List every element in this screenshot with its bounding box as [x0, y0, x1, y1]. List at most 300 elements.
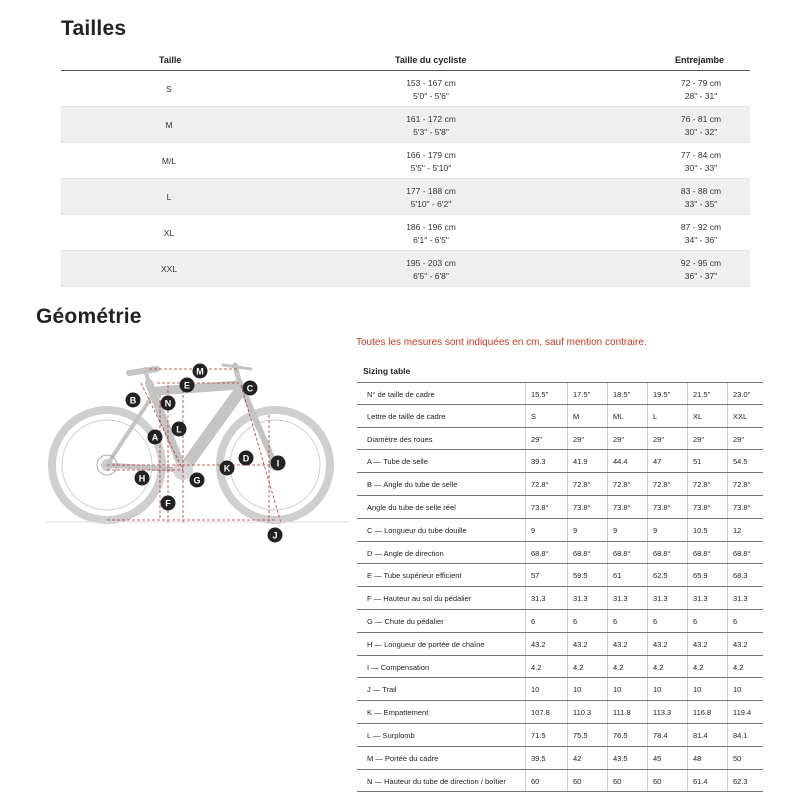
marker-l-label: L — [176, 424, 182, 435]
sizing-value-cell: 61.4 — [693, 776, 708, 786]
sizing-row-label: Diamètre des roues — [367, 434, 433, 444]
rider-height-cm: 166 - 179 cm — [406, 150, 456, 160]
marker-k-label: K — [223, 463, 231, 474]
rider-height-in: 5'3" - 5'8" — [413, 127, 449, 137]
rider-height-cell — [391, 77, 471, 103]
sizing-value-cell: 43.2 — [531, 639, 546, 649]
sizing-value-cell: 31.3 — [531, 594, 546, 604]
sizing-value-cell: 119.4 — [733, 708, 752, 718]
column-separator — [525, 519, 526, 541]
column-separator — [727, 383, 728, 404]
sizing-row — [357, 496, 763, 519]
bike-geometry-diagram — [45, 355, 350, 545]
column-separator — [607, 724, 608, 746]
sizing-row-label: F — Hauteur au sol du pédalier — [367, 594, 472, 604]
marker-j-label: J — [272, 530, 278, 541]
sizing-row — [357, 724, 763, 747]
sizing-value-cell: 4.2 — [613, 662, 624, 672]
column-separator — [567, 450, 568, 472]
column-separator — [607, 405, 608, 427]
sizing-value-cell: 68.3 — [733, 571, 748, 581]
sizing-row — [357, 701, 763, 724]
column-separator — [687, 747, 688, 769]
column-separator — [687, 770, 688, 792]
sizing-value-cell: 10 — [573, 685, 582, 695]
column-separator — [567, 428, 568, 450]
sizing-value-cell: XL — [693, 411, 703, 421]
sizing-value-cell: 29" — [613, 434, 625, 444]
column-separator — [727, 450, 728, 472]
column-separator — [687, 724, 688, 746]
inseam-cell — [669, 257, 733, 283]
column-separator — [525, 587, 526, 609]
sizing-value-cell: 48 — [693, 753, 702, 763]
inseam-in: 34" - 36" — [684, 235, 718, 245]
column-separator — [607, 656, 608, 678]
sizing-value-cell: M — [573, 411, 580, 421]
marker-b-label: B — [129, 395, 137, 406]
column-separator — [727, 564, 728, 586]
size-cell: M/L — [161, 156, 177, 166]
column-separator — [687, 450, 688, 472]
size-cell: L — [166, 192, 172, 202]
sizing-value-cell: 61 — [613, 571, 622, 581]
sizing-value-cell: 60 — [573, 776, 582, 786]
column-separator — [687, 496, 688, 518]
sizing-value-cell: 62.3 — [733, 776, 748, 786]
column-separator — [607, 701, 608, 723]
column-separator — [687, 587, 688, 609]
sizing-value-cell: 21.5" — [693, 390, 711, 399]
sizing-value-cell: 107.8 — [531, 708, 550, 718]
column-separator — [525, 564, 526, 586]
column-separator — [567, 633, 568, 655]
column-separator — [607, 587, 608, 609]
sizing-value-cell: 43.5 — [613, 753, 628, 763]
sizing-value-cell: 68.8° — [531, 548, 549, 558]
marker-n-label: N — [164, 398, 172, 409]
column-separator — [525, 747, 526, 769]
sizing-value-cell: S — [531, 411, 537, 421]
sizing-value-cell: 43.2 — [733, 639, 748, 649]
sizing-value-cell: 68.8° — [693, 548, 711, 558]
column-separator — [647, 633, 648, 655]
column-separator — [525, 610, 526, 632]
units-note: Toutes les mesures sont indiquées en cm, sauf mention contraire. — [356, 337, 647, 348]
sizing-row-label: E — Tube supérieur efficient — [367, 571, 462, 581]
column-separator — [687, 656, 688, 678]
sizes-row — [61, 107, 750, 143]
sizing-value-cell: 60 — [653, 776, 662, 786]
sizing-value-cell: 31.3 — [613, 594, 628, 604]
sizing-value-cell: 68.8° — [653, 548, 671, 558]
size-cell: M — [165, 120, 173, 130]
inseam-cell — [669, 221, 733, 247]
column-separator — [727, 519, 728, 541]
sizing-value-cell: 42 — [573, 753, 582, 763]
sizing-value-cell: 4.2 — [573, 662, 584, 672]
sizing-value-cell: 75.5 — [573, 730, 588, 740]
column-separator — [567, 724, 568, 746]
column-separator — [647, 473, 648, 495]
sizing-row — [357, 428, 763, 451]
sizing-value-cell: 44.4 — [613, 457, 628, 467]
sizing-value-cell: 65.9 — [693, 571, 708, 581]
sizing-value-cell: 15.5" — [531, 390, 549, 399]
geometry-heading: Géométrie — [36, 305, 142, 328]
sizing-value-cell: 10 — [733, 685, 742, 695]
column-separator — [687, 542, 688, 564]
column-separator — [607, 610, 608, 632]
column-separator — [647, 564, 648, 586]
sizing-value-cell: 111.8 — [613, 708, 631, 718]
column-separator — [647, 724, 648, 746]
column-separator — [525, 724, 526, 746]
column-separator — [687, 701, 688, 723]
sizing-row-label: N° de taille de cadre — [367, 390, 435, 399]
sizing-value-cell: 17.5" — [573, 390, 591, 399]
rider-height-in: 5'5" - 5'10" — [410, 163, 452, 173]
rider-height-cell — [391, 185, 471, 211]
sizing-row-label: J — Trail — [367, 685, 397, 695]
inseam-in: 30" - 33" — [684, 163, 718, 173]
sizing-value-cell: 9 — [613, 525, 618, 535]
marker-g-label: G — [193, 475, 201, 486]
sizing-value-cell: 10 — [531, 685, 540, 695]
sizing-value-cell: 54.5 — [733, 457, 748, 467]
sizing-value-cell: 57 — [531, 571, 540, 581]
sizing-table — [357, 360, 763, 792]
column-separator — [687, 678, 688, 700]
sizes-row — [61, 251, 750, 287]
rider-height-in: 6'1" - 6'5" — [413, 235, 449, 245]
sizing-value-cell: 60 — [531, 776, 540, 786]
sizing-value-cell: 10 — [613, 685, 622, 695]
column-separator — [567, 610, 568, 632]
column-separator — [687, 519, 688, 541]
column-separator — [567, 405, 568, 427]
sizing-row-label: C — Longueur du tube douille — [367, 525, 467, 535]
rider-height-cm: 153 - 167 cm — [406, 78, 456, 88]
column-separator — [687, 383, 688, 404]
inseam-cm: 72 - 79 cm — [680, 78, 722, 88]
sizing-row — [357, 473, 763, 496]
sizing-row-label: N — Hauteur du tube de direction / boîtier — [367, 776, 506, 786]
column-separator — [607, 383, 608, 404]
sizing-row — [357, 542, 763, 565]
sizing-value-cell: 29" — [573, 434, 585, 444]
column-separator — [567, 701, 568, 723]
column-separator — [525, 542, 526, 564]
inseam-cm: 76 - 81 cm — [680, 114, 722, 124]
sizing-value-cell: L — [653, 411, 658, 421]
sizing-value-cell: 50 — [733, 753, 742, 763]
rider-height-cm: 161 - 172 cm — [406, 114, 456, 124]
column-separator — [727, 678, 728, 700]
column-separator — [525, 428, 526, 450]
column-separator — [567, 519, 568, 541]
column-separator — [607, 428, 608, 450]
sizes-heading: Tailles — [61, 17, 127, 40]
sizing-row — [357, 450, 763, 473]
sizing-value-cell: 68.8° — [573, 548, 591, 558]
sizing-row — [357, 519, 763, 542]
rider-height-in: 6'5" - 6'8" — [413, 271, 449, 281]
column-separator — [647, 656, 648, 678]
sizing-value-cell: 12 — [733, 525, 742, 535]
column-separator — [567, 542, 568, 564]
sizing-row-label: Lettre de taille de cadre — [367, 411, 446, 421]
column-separator — [607, 770, 608, 792]
inseam-cell — [669, 149, 733, 175]
sizing-value-cell: 62.5 — [653, 571, 668, 581]
sizing-row — [357, 382, 763, 405]
column-separator — [727, 656, 728, 678]
sizing-value-cell: 4.2 — [653, 662, 664, 672]
sizing-value-cell: 6 — [653, 616, 658, 626]
column-separator — [727, 428, 728, 450]
column-separator — [647, 610, 648, 632]
rider-height-cm: 186 - 196 cm — [406, 222, 456, 232]
column-separator — [607, 633, 608, 655]
column-separator — [727, 747, 728, 769]
sizing-value-cell: 47 — [653, 457, 662, 467]
column-separator — [607, 542, 608, 564]
column-separator — [567, 587, 568, 609]
column-separator — [647, 383, 648, 404]
sizing-row — [357, 564, 763, 587]
sizing-value-cell: 73.8° — [693, 502, 711, 512]
sizing-value-cell: 4.2 — [531, 662, 542, 672]
sizes-table — [61, 49, 750, 287]
column-separator — [567, 473, 568, 495]
rider-height-cm: 195 - 203 cm — [406, 258, 456, 268]
inseam-cell — [669, 185, 733, 211]
marker-h-label: H — [138, 473, 146, 484]
sizing-row — [357, 587, 763, 610]
marker-i-label: I — [276, 458, 280, 469]
sizing-value-cell: 6 — [733, 616, 738, 626]
sizing-value-cell: 29" — [531, 434, 543, 444]
rider-height-cell — [391, 221, 471, 247]
sizing-row-label: B — Angle du tube de selle — [367, 480, 458, 490]
inseam-cm: 77 - 84 cm — [680, 150, 722, 160]
column-separator — [647, 678, 648, 700]
column-separator — [607, 564, 608, 586]
column-separator — [567, 564, 568, 586]
sizing-value-cell: 51 — [693, 457, 702, 467]
sizing-row-label: G — Chute du pédalier — [367, 616, 444, 626]
sizing-value-cell: 113.3 — [653, 708, 672, 718]
inseam-cell — [669, 113, 733, 139]
marker-m-label: M — [196, 366, 204, 377]
size-cell: XL — [163, 228, 175, 238]
sizing-value-cell: 72.8° — [693, 480, 711, 490]
sizing-value-cell: 10 — [653, 685, 662, 695]
sizing-value-cell: 9 — [531, 525, 536, 535]
marker-f-label: F — [165, 498, 171, 509]
sizing-row-label: Angle du tube de selle réel — [367, 502, 456, 512]
column-separator — [687, 633, 688, 655]
column-separator — [525, 656, 526, 678]
sizing-value-cell: 9 — [573, 525, 578, 535]
header-rider-height: Taille du cycliste — [395, 55, 467, 65]
sizes-row — [61, 215, 750, 251]
inseam-cm: 83 - 88 cm — [680, 186, 722, 196]
sizing-value-cell: 6 — [531, 616, 536, 626]
column-separator — [687, 428, 688, 450]
column-separator — [727, 496, 728, 518]
column-separator — [607, 678, 608, 700]
inseam-cm: 87 - 92 cm — [680, 222, 722, 232]
sizing-value-cell: 9 — [653, 525, 658, 535]
rider-height-in: 5'0" - 5'6" — [413, 91, 449, 101]
column-separator — [567, 383, 568, 404]
sizing-value-cell: 59.5 — [573, 571, 588, 581]
column-separator — [727, 724, 728, 746]
size-cell: XXL — [160, 264, 178, 274]
sizing-row — [357, 678, 763, 701]
column-separator — [525, 770, 526, 792]
sizing-value-cell: 68.8° — [613, 548, 631, 558]
inseam-cell — [669, 77, 733, 103]
header-size: Taille — [159, 55, 182, 65]
sizes-row — [61, 179, 750, 215]
column-separator — [525, 383, 526, 404]
column-separator — [567, 747, 568, 769]
marker-a-label: A — [151, 432, 159, 443]
size-cell: S — [166, 84, 172, 94]
sizing-value-cell: 23.0" — [733, 390, 751, 399]
column-separator — [727, 587, 728, 609]
column-separator — [525, 633, 526, 655]
header-inseam: Entrejambe — [675, 55, 725, 65]
sizing-value-cell: 43.2 — [653, 639, 668, 649]
rider-height-in: 5'10" - 6'2" — [410, 199, 452, 209]
column-separator — [687, 564, 688, 586]
column-separator — [567, 656, 568, 678]
sizing-table-body — [357, 382, 763, 792]
sizing-row — [357, 405, 763, 428]
inseam-in: 28" - 31" — [684, 91, 718, 101]
sizing-value-cell: 78.4 — [653, 730, 668, 740]
sizing-value-cell: 29" — [653, 434, 665, 444]
column-separator — [727, 610, 728, 632]
sizing-value-cell: 31.3 — [693, 594, 708, 604]
sizing-value-cell: 72.8° — [733, 480, 751, 490]
column-separator — [607, 496, 608, 518]
sizing-value-cell: 73.8° — [613, 502, 631, 512]
column-separator — [727, 701, 728, 723]
column-separator — [647, 450, 648, 472]
marker-e-label: E — [183, 380, 191, 391]
sizing-value-cell: XXL — [733, 411, 748, 421]
sizes-row — [61, 143, 750, 179]
column-separator — [567, 770, 568, 792]
sizing-value-cell: 43.2 — [693, 639, 708, 649]
column-separator — [607, 450, 608, 472]
sizing-value-cell: 18.5" — [613, 390, 631, 399]
column-separator — [647, 405, 648, 427]
column-separator — [525, 678, 526, 700]
column-separator — [525, 405, 526, 427]
sizing-value-cell: 29" — [693, 434, 705, 444]
column-separator — [525, 473, 526, 495]
sizing-value-cell: 72.8° — [531, 480, 549, 490]
sizing-value-cell: 6 — [693, 616, 698, 626]
inseam-cm: 92 - 95 cm — [680, 258, 722, 268]
column-separator — [647, 770, 648, 792]
sizes-row — [61, 71, 750, 107]
sizing-row — [357, 610, 763, 633]
sizing-row-label: I — Compensation — [367, 662, 430, 672]
column-separator — [525, 450, 526, 472]
sizing-value-cell: 73.8° — [573, 502, 591, 512]
column-separator — [567, 496, 568, 518]
sizing-value-cell: 60 — [613, 776, 622, 786]
column-separator — [647, 701, 648, 723]
sizing-value-cell: 73.8° — [733, 502, 751, 512]
column-separator — [727, 633, 728, 655]
sizing-value-cell: 4.2 — [733, 662, 744, 672]
sizing-value-cell: 6 — [613, 616, 618, 626]
sizing-value-cell: 73.8° — [531, 502, 549, 512]
sizing-row-label: D — Angle de direction — [367, 548, 444, 558]
sizing-value-cell: 29" — [733, 434, 745, 444]
sizing-value-cell: 81.4 — [693, 730, 708, 740]
sizing-value-cell: 116.8 — [693, 708, 712, 718]
sizing-row — [357, 656, 763, 679]
column-separator — [647, 496, 648, 518]
column-separator — [607, 747, 608, 769]
sizes-table-header — [61, 49, 750, 71]
sizing-row — [357, 747, 763, 770]
marker-c-label: C — [246, 383, 254, 394]
sizing-value-cell: 45 — [653, 753, 662, 763]
sizing-value-cell: 4.2 — [693, 662, 704, 672]
sizing-value-cell: 76.5 — [613, 730, 628, 740]
column-separator — [727, 542, 728, 564]
sizing-value-cell: 39.5 — [531, 753, 546, 763]
column-separator — [647, 428, 648, 450]
column-separator — [687, 610, 688, 632]
column-separator — [727, 473, 728, 495]
sizing-value-cell: 43.2 — [573, 639, 588, 649]
column-separator — [567, 678, 568, 700]
sizing-value-cell: 10 — [693, 685, 702, 695]
inseam-in: 36" - 37" — [684, 271, 718, 281]
rider-height-cm: 177 - 188 cm — [406, 186, 456, 196]
column-separator — [607, 519, 608, 541]
column-separator — [727, 405, 728, 427]
inseam-in: 30" - 32" — [684, 127, 718, 137]
inseam-in: 33" - 35" — [684, 199, 718, 209]
sizes-table-body — [61, 71, 750, 287]
sizing-row-label: M — Portée du cadre — [367, 753, 439, 763]
sizing-value-cell: 43.2 — [613, 639, 628, 649]
rider-height-cell — [391, 149, 471, 175]
column-separator — [607, 473, 608, 495]
column-separator — [687, 473, 688, 495]
column-separator — [647, 747, 648, 769]
sizing-table-title: Sizing table — [363, 366, 411, 376]
rider-height-cell — [391, 113, 471, 139]
sizing-value-cell: 10.5 — [693, 525, 708, 535]
sizing-value-cell: 72.8° — [613, 480, 631, 490]
column-separator — [687, 405, 688, 427]
sizing-value-cell: 6 — [573, 616, 578, 626]
sizing-row — [357, 633, 763, 656]
